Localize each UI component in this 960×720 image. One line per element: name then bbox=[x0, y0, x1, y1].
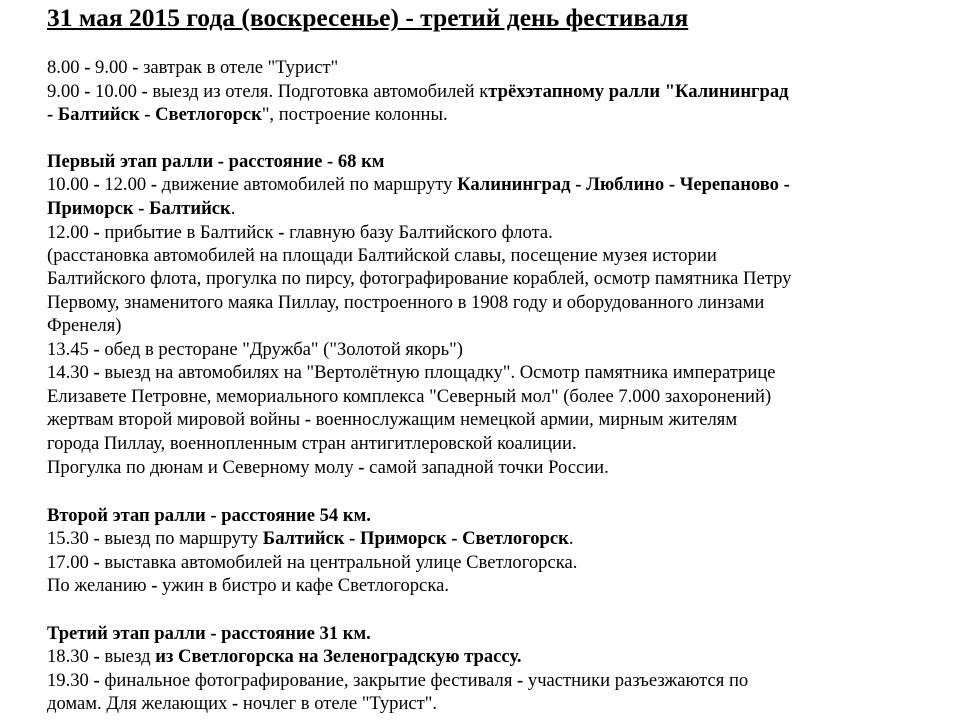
bold-text-segment: - bbox=[93, 339, 100, 360]
text-segment: . bbox=[230, 198, 236, 219]
text-line bbox=[47, 670, 748, 692]
text-segment: выезд bbox=[99, 646, 156, 667]
text-line bbox=[47, 552, 577, 574]
text-line bbox=[47, 646, 522, 668]
bold-text-segment: - bbox=[278, 222, 285, 243]
text-segment: обед в ресторане "Дружба" ("Золотой якорь") bbox=[99, 339, 463, 360]
text-segment: Елизавете Петровне, мемориального комплекса "Северный мол" (более 7.000 захоронений) bbox=[47, 386, 772, 407]
text-line bbox=[47, 292, 764, 314]
bold-text-segment: - bbox=[358, 457, 365, 478]
text-line bbox=[47, 245, 717, 267]
bold-text-segment: Балтийск bbox=[262, 528, 345, 549]
text-segment: главную базу Балтийского флота. bbox=[284, 222, 553, 243]
page-title: 31 мая 2015 года (воскресенье) - третий день фестиваля bbox=[47, 3, 689, 32]
bold-text-segment: Черепаново bbox=[679, 174, 779, 195]
bold-text-segment: Светлогорск bbox=[462, 528, 569, 549]
text-segment: Френеля) bbox=[47, 315, 122, 336]
text-segment: 19.30 bbox=[47, 670, 94, 691]
text-line bbox=[47, 386, 771, 408]
text-segment: военнослужащим немецкой армии, мирным жителям bbox=[310, 409, 738, 430]
bold-text-segment: - bbox=[144, 104, 151, 125]
text-segment: Балтийского флота, прогулка по пирсу, фотографирование кораблей, осмотр памятника Петру bbox=[47, 268, 792, 289]
text-line bbox=[47, 528, 573, 550]
bold-text-segment: - bbox=[668, 174, 676, 195]
text-line bbox=[47, 575, 449, 597]
text-line bbox=[47, 505, 371, 527]
text-segment: 17.00 bbox=[47, 552, 94, 573]
bold-text-segment: - bbox=[93, 528, 100, 549]
text-line bbox=[47, 104, 448, 126]
text-segment: 12.00 bbox=[99, 174, 151, 195]
text-segment: ", построение колонны. bbox=[261, 104, 448, 125]
bold-text-segment: Балтийск bbox=[149, 198, 231, 219]
bold-text-segment: Балтийск bbox=[57, 104, 140, 125]
bold-text-segment: Светлогорск bbox=[155, 104, 262, 125]
text-segment: 9.00 bbox=[47, 81, 85, 102]
bold-text-segment: - bbox=[93, 174, 100, 195]
text-segment: 13.45 bbox=[47, 339, 94, 360]
bold-text-segment: Приморск bbox=[360, 528, 447, 549]
text-line bbox=[47, 81, 789, 103]
text-segment: 9.00 bbox=[90, 57, 133, 78]
bold-text-segment: - bbox=[517, 670, 524, 691]
text-segment: 15.30 bbox=[47, 528, 94, 549]
text-segment: 12.00 bbox=[47, 222, 94, 243]
text-segment: выезд по маршруту bbox=[99, 528, 263, 549]
bold-text-segment: из Светлогорска на Зеленоградскую трассу. bbox=[155, 646, 522, 667]
text-segment: участники разъезжаются по bbox=[523, 670, 749, 691]
text-line bbox=[47, 268, 791, 290]
text-line bbox=[47, 315, 121, 337]
text-line bbox=[47, 339, 463, 361]
text-segment: ужин в бистро и кафе Светлогорска. bbox=[157, 575, 449, 596]
bold-text-segment: - bbox=[84, 81, 91, 102]
bold-text-segment: Первый этап ралли - расстояние - 68 км bbox=[47, 151, 385, 172]
text-segment: 14.30 bbox=[47, 362, 94, 383]
text-segment: движение автомобилей по маршруту bbox=[157, 174, 458, 195]
text-line bbox=[47, 693, 437, 715]
bold-text-segment: Люблино bbox=[586, 174, 665, 195]
bold-text-segment: - bbox=[232, 693, 239, 714]
text-segment: 18.30 bbox=[47, 646, 94, 667]
bold-text-segment: - bbox=[93, 646, 100, 667]
text-segment: (расстановка автомобилей на площади Балтийской славы, посещение музея истории bbox=[47, 245, 717, 266]
bold-text-segment: - bbox=[783, 174, 790, 195]
text-segment: финальное фотографирование, закрытие фестиваля bbox=[99, 670, 518, 691]
bold-text-segment: - bbox=[93, 670, 100, 691]
bold-text-segment: Приморск bbox=[47, 198, 134, 219]
bold-text-segment: - bbox=[84, 57, 91, 78]
text-segment: По желанию bbox=[47, 575, 152, 596]
text-segment: города Пиллау, военнопленным стран антигитлеровской коалиции. bbox=[47, 433, 577, 454]
text-segment: Прогулка по дюнам и Северному молу bbox=[47, 457, 359, 478]
bold-text-segment: - bbox=[93, 222, 100, 243]
bold-text-segment: - bbox=[349, 528, 356, 549]
bold-text-segment: - bbox=[138, 198, 145, 219]
bold-text-segment: - bbox=[575, 174, 582, 195]
bold-text-segment: трёхэтапному ралли "Калининград bbox=[488, 81, 789, 102]
bold-text-segment: - bbox=[141, 81, 148, 102]
bold-text-segment: - bbox=[151, 575, 158, 596]
bold-text-segment: Калининград bbox=[457, 174, 571, 195]
bold-text-segment: Второй этап ралли - расстояние 54 км. bbox=[47, 505, 371, 526]
bold-text-segment: - bbox=[132, 57, 139, 78]
text-line bbox=[47, 409, 737, 431]
text-segment: ночлег в отеле "Турист". bbox=[238, 693, 438, 714]
text-segment: . bbox=[568, 528, 574, 549]
text-line bbox=[47, 151, 384, 173]
bold-text-segment: - bbox=[47, 104, 54, 125]
text-line bbox=[47, 174, 790, 196]
text-line bbox=[47, 457, 609, 479]
text-line bbox=[47, 623, 371, 645]
bold-text-segment: - bbox=[93, 362, 100, 383]
text-segment: самой западной точки России. bbox=[364, 457, 609, 478]
text-line bbox=[47, 362, 776, 384]
bold-text-segment: - bbox=[451, 528, 458, 549]
text-segment: завтрак в отеле "Турист" bbox=[138, 57, 339, 78]
text-line bbox=[47, 57, 338, 79]
text-segment: 8.00 bbox=[47, 57, 85, 78]
bold-text-segment: - bbox=[93, 552, 100, 573]
text-segment: 10.00 bbox=[47, 174, 94, 195]
bold-text-segment: - bbox=[304, 409, 311, 430]
bold-text-segment: - bbox=[150, 174, 158, 195]
text-line bbox=[47, 222, 553, 244]
text-segment: Первому, знаменитого маяка Пиллау, построенного в 1908 году и оборудованного линзами bbox=[47, 292, 765, 313]
text-segment: 10.00 bbox=[90, 81, 142, 102]
bold-text-segment: Третий этап ралли - расстояние 31 км. bbox=[47, 623, 371, 644]
text-segment: домам. Для желающих bbox=[47, 693, 233, 714]
text-segment: прибытие в Балтийск bbox=[99, 222, 279, 243]
text-line bbox=[47, 433, 577, 455]
text-segment: выставка автомобилей на центральной улице Светлогорска. bbox=[99, 552, 578, 573]
text-segment: выезд из отеля. Подготовка автомобилей к bbox=[147, 81, 489, 102]
text-line bbox=[47, 198, 235, 220]
text-segment: выезд на автомобилях на "Вертолётную площадку". Осмотр памятника императрице bbox=[99, 362, 776, 383]
text-segment: жертвам второй мировой войны bbox=[47, 409, 305, 430]
